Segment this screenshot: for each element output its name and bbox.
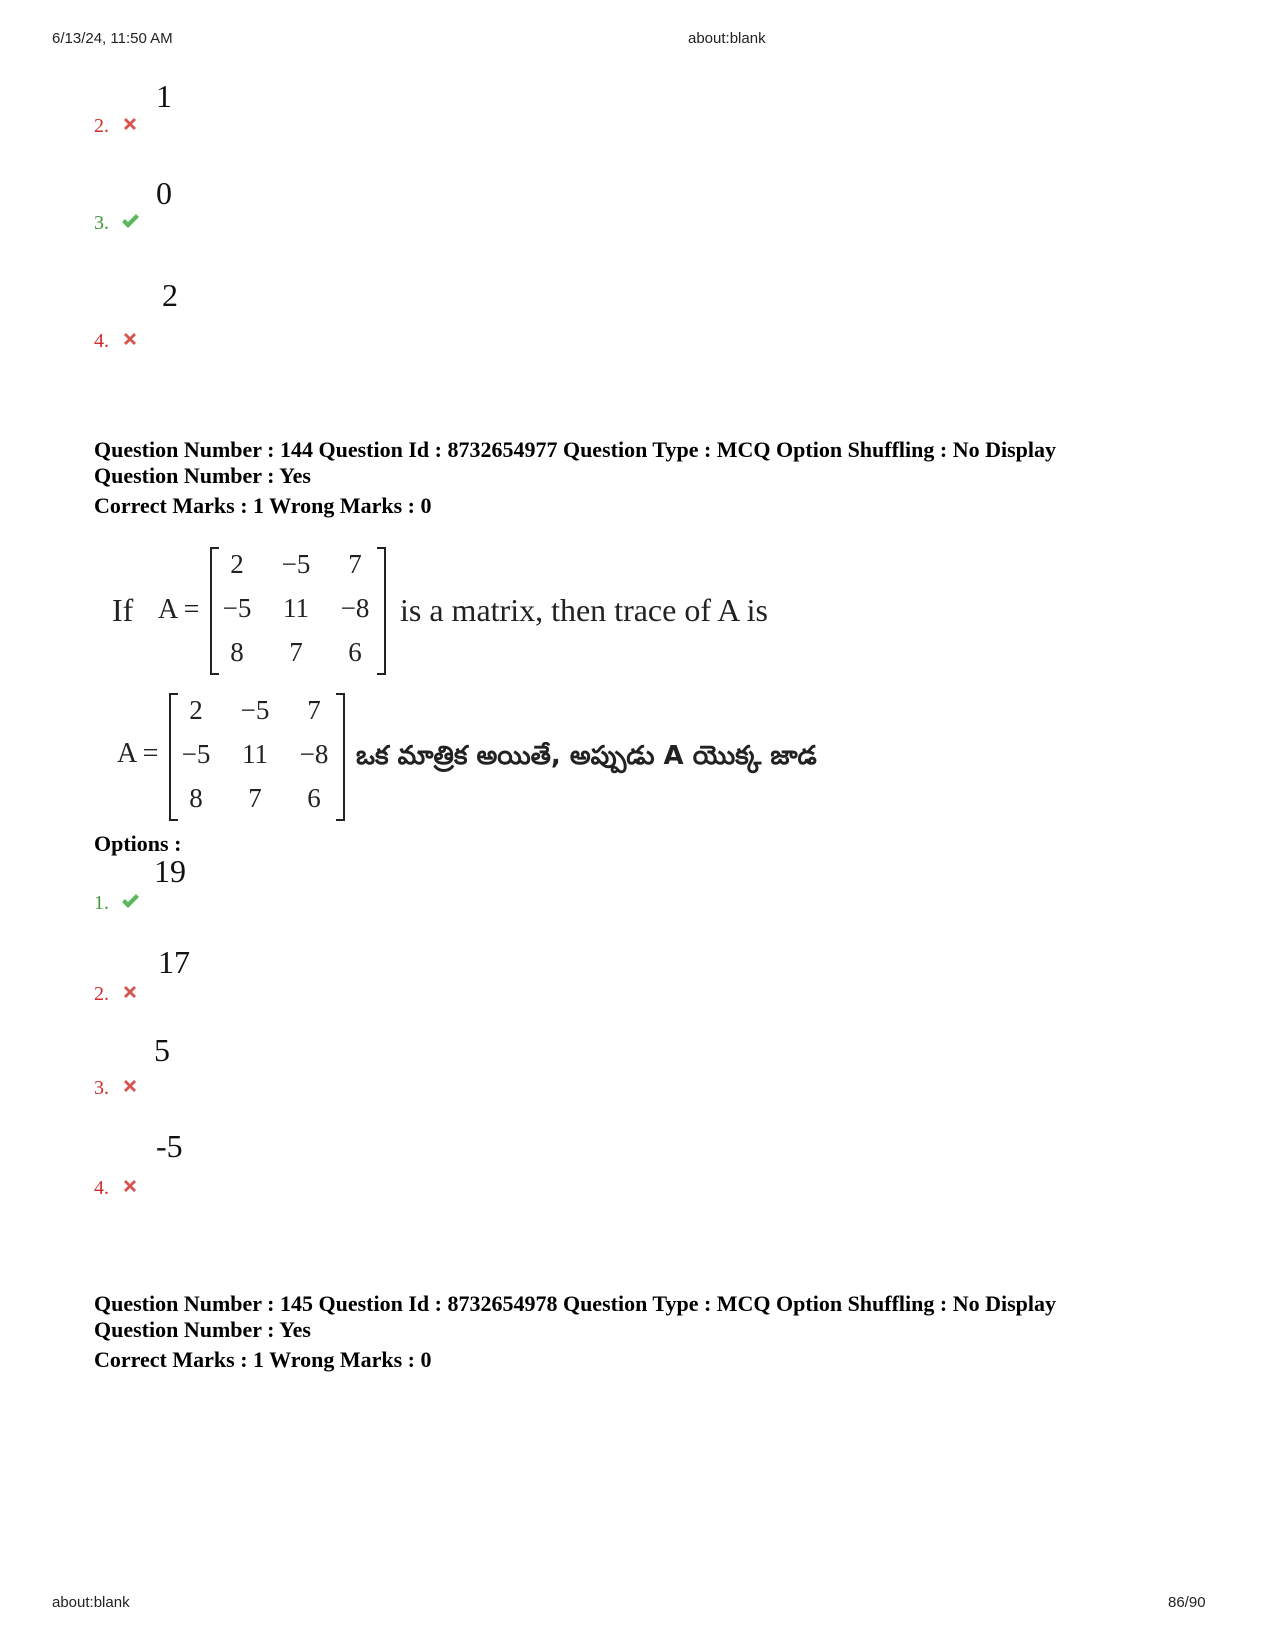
cross-icon [120, 982, 140, 1002]
statement-en-matrix-label: A = [158, 594, 200, 625]
option-value: 5 [154, 1032, 170, 1068]
print-url: about:blank [688, 30, 766, 47]
footer-url: about:blank [52, 1594, 130, 1611]
checkmark-icon [120, 891, 140, 911]
option-value: 2 [162, 277, 178, 313]
statement-te-matrix-label: A = [117, 738, 159, 769]
statement-en-suffix: is a matrix, then trace of A is [400, 592, 768, 628]
matrix-cell: 11 [242, 739, 268, 769]
matrix-cell: 6 [307, 783, 321, 813]
matrix-en [210, 547, 386, 675]
option-value: 1 [156, 78, 172, 114]
option-number: 4. [94, 330, 109, 352]
option-number: 3. [94, 1077, 109, 1099]
question-meta-line2: Question Number : Yes [94, 1317, 311, 1342]
matrix-cell: 7 [348, 549, 362, 579]
option-number: 3. [94, 212, 109, 234]
cross-icon [120, 114, 140, 134]
question-meta-line2: Question Number : Yes [94, 463, 311, 488]
print-datetime: 6/13/24, 11:50 AM [52, 30, 173, 47]
option-3 [94, 1032, 394, 1100]
question-meta-line1: Question Number : 144 Question Id : 8732654977 Question Type : MCQ Option Shuffling : No Display [94, 437, 1057, 462]
cross-icon [120, 1176, 140, 1196]
prev-option-2 [94, 78, 394, 138]
option-number: 2. [94, 983, 109, 1005]
question-144-meta [94, 437, 1194, 519]
matrix-cell: 8 [189, 783, 203, 813]
question-marks: Correct Marks : 1 Wrong Marks : 0 [94, 493, 432, 518]
matrix-cell: −5 [222, 593, 252, 623]
option-value: 0 [156, 175, 172, 211]
matrix-cell: 7 [248, 783, 262, 813]
matrix-cell: −8 [299, 739, 329, 769]
option-value: 17 [158, 944, 190, 980]
cross-icon [120, 1076, 140, 1096]
matrix-cell: −8 [340, 593, 370, 623]
option-value: -5 [156, 1128, 183, 1164]
matrix-cell: −5 [240, 695, 270, 725]
cross-icon [120, 329, 140, 349]
option-value: 19 [154, 853, 186, 889]
statement-te-suffix: ఒక మాత్రిక అయితే, అప్పుడు A యొక్క జాడ [356, 741, 817, 771]
matrix-cell: 2 [189, 695, 203, 725]
option-number: 2. [94, 115, 109, 137]
option-number: 1. [94, 892, 109, 914]
option-2 [94, 946, 394, 1006]
checkmark-icon [120, 211, 140, 231]
matrix-cell: −5 [181, 739, 211, 769]
page-number: 86/90 [1168, 1594, 1206, 1611]
question-145-meta [94, 1291, 1194, 1373]
matrix-cell: −5 [281, 549, 311, 579]
option-number: 4. [94, 1177, 109, 1199]
option-4 [94, 1128, 394, 1200]
matrix-te [169, 693, 345, 821]
options-label: Options : [94, 831, 182, 856]
matrix-cell: 6 [348, 637, 362, 667]
matrix-cell: 2 [230, 549, 244, 579]
matrix-cell: 7 [289, 637, 303, 667]
prev-option-4 [94, 277, 394, 353]
statement-en-prefix: If [112, 592, 134, 628]
question-meta-line1: Question Number : 145 Question Id : 8732654978 Question Type : MCQ Option Shuffling : No Display [94, 1291, 1057, 1316]
option-1 [94, 855, 394, 915]
matrix-cell: 7 [307, 695, 321, 725]
matrix-cell: 11 [283, 593, 309, 623]
question-marks: Correct Marks : 1 Wrong Marks : 0 [94, 1347, 432, 1372]
prev-option-3 [94, 175, 394, 235]
matrix-cell: 8 [230, 637, 244, 667]
